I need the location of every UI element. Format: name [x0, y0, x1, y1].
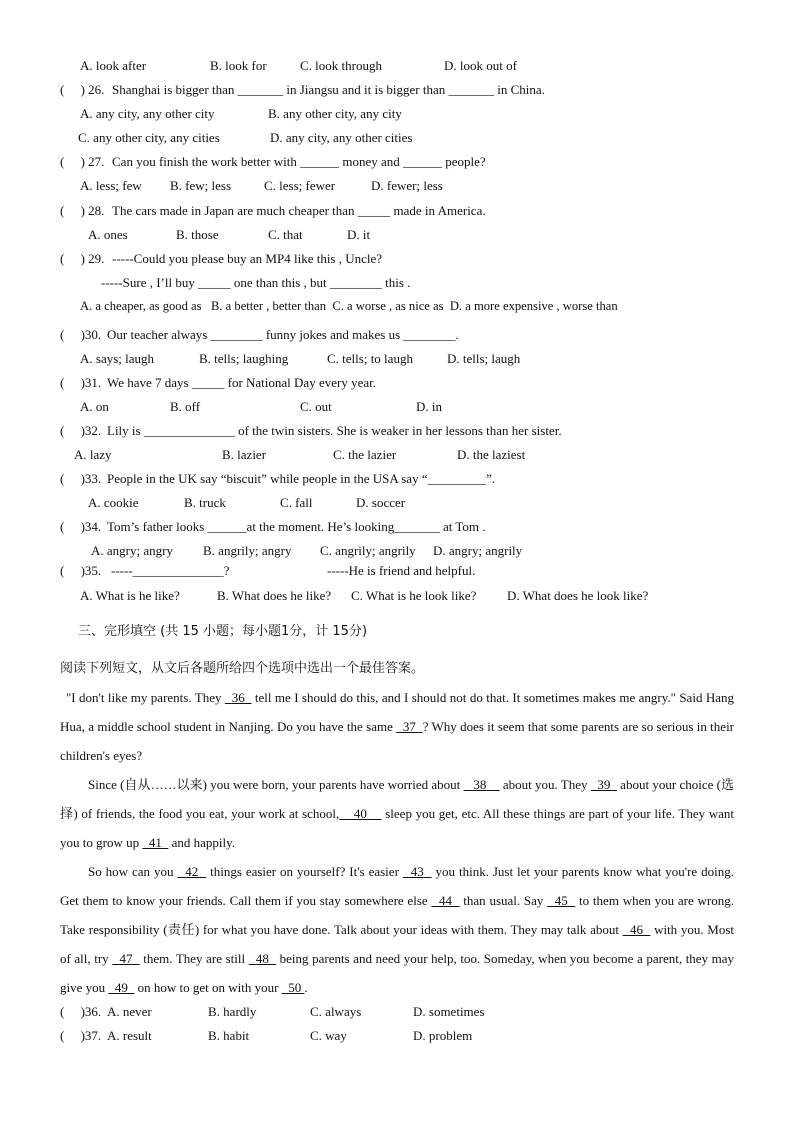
question-text: -----______________?: [111, 563, 230, 578]
question-number: ( )30.: [60, 327, 102, 342]
option-a: A. angry; angry: [91, 543, 173, 558]
question-number: ( )35.: [60, 563, 102, 578]
question-number: ( ) 29.: [60, 251, 105, 266]
option-a: A. look after: [80, 58, 147, 73]
blank-39: 39: [597, 777, 611, 792]
option-b: B. off: [170, 399, 201, 414]
option-d: D. angry; angrily: [433, 543, 523, 558]
question-text: We have 7 days _____ for National Day every year.: [107, 375, 376, 390]
blank-46: 46: [630, 922, 644, 937]
question-number: ( )34.: [60, 519, 102, 534]
option-a: A. less; few: [80, 178, 142, 193]
option-d: D. What does he look like?: [507, 588, 649, 603]
question-text-reply: -----Sure , I’ll buy _____ one than this , but ________ this .: [101, 275, 411, 290]
blank-50: 50: [288, 980, 302, 995]
blank-36: 36: [231, 690, 245, 705]
section-title: 三、完形填空 (共 15 小题；每小题1分，计 15分): [78, 624, 368, 639]
option-c: C. What is he look like?: [351, 588, 477, 603]
blank-45: 45: [554, 893, 568, 908]
question-number: ( )32.: [60, 423, 102, 438]
option-c: C. the lazier: [333, 447, 397, 462]
answer-line: -----He is friend and helpful.: [327, 563, 476, 578]
option-d: D. in: [416, 399, 442, 414]
option-c: C. always: [310, 1004, 362, 1019]
question-number: ( )36.: [60, 1004, 102, 1019]
question-number: ( ) 27.: [60, 154, 105, 169]
option-a: A. never: [107, 1004, 152, 1019]
option-c: C. look through: [300, 58, 382, 73]
question-text: Can you finish the work better with ______ money and ______ people?: [112, 154, 486, 169]
options: A. a cheaper, as good as B. a better , better than C. a worse , as nice as D. a more expensive , worse than: [80, 299, 618, 313]
question-number: ( )37.: [60, 1028, 102, 1043]
blank-43: 43: [410, 864, 424, 879]
option-b: B. look for: [210, 58, 267, 73]
option-d: D. problem: [413, 1028, 473, 1043]
option-a: A. ones: [88, 227, 128, 242]
option-b: B. hardly: [208, 1004, 257, 1019]
question-number: ( )31.: [60, 375, 102, 390]
option-b: B. angrily; angry: [203, 543, 292, 558]
option-c: C. angrily; angrily: [320, 543, 416, 558]
question-number: ( ) 26.: [60, 82, 105, 97]
question-number: ( ) 28.: [60, 203, 105, 218]
passage-paragraph-3: So how can you 42 things easier on yourself? It's easier 43 you think. Just let your parents know what you're doing. Get them to know your friends. Call them if you stay somewhere else 44 than usual. Say 45 to them when you are wrong. Take responsibility (责任) for what you have done. Talk about your ideas with them. They may talk about 46 with you. Most of all, try 47 them. They are still 48 being parents and need your help, too. Someday, when you become a parent, they may give you 49 on how to get on with your 50 .: [60, 864, 735, 995]
blank-41: 41: [148, 835, 162, 850]
option-c: C. less; fewer: [264, 178, 336, 193]
option-d: D. look out of: [444, 58, 517, 73]
option-b: B. few; less: [170, 178, 232, 193]
section-instruction: 阅读下列短文，从文后各题所给四个选项中选出一个最佳答案。: [60, 661, 425, 676]
blank-44: 44: [438, 893, 452, 908]
option-d: D. fewer; less: [371, 178, 443, 193]
blank-47: 47: [119, 951, 133, 966]
blank-40: 40: [353, 806, 367, 821]
option-b: B. truck: [184, 495, 226, 510]
question-text: Tom’s father looks ______at the moment. He’s looking_______ at Tom .: [107, 519, 486, 534]
option-d: D. soccer: [356, 495, 406, 510]
question-text: -----Could you please buy an MP4 like this , Uncle?: [112, 251, 383, 266]
option-d: D. any city, any other cities: [270, 130, 413, 145]
option-b: B. What does he like?: [217, 588, 332, 603]
passage-paragraph-1: "I don't like my parents. They 36 tell me I should do this, and I should not do that. It sometimes makes me angry." Said Hang Hua, a middle school student in Nanjing. Do you have the same 37 ? Why does it seem that some parents are so serious in their children's eyes?: [60, 690, 735, 763]
blank-38: 38: [473, 777, 487, 792]
option-a: A. What is he like?: [80, 588, 180, 603]
question-text: The cars made in Japan are much cheaper than _____ made in America.: [112, 203, 486, 218]
option-c: C. tells; to laugh: [327, 351, 413, 366]
option-c: C. out: [300, 399, 332, 414]
blank-48: 48: [255, 951, 269, 966]
option-b: B. those: [176, 227, 219, 242]
blank-42: 42: [185, 864, 199, 879]
passage-paragraph-2: Since (自从……以来) you were born, your parents have worried about 38 about you. They 39 about your choice (选择) of friends, the food you eat, your work at school, 40 sleep you get, etc. All these things are part of your life. They want you to grow up 41 and happily.: [60, 777, 735, 850]
option-d: D. it: [347, 227, 371, 242]
option-a: A. on: [80, 399, 109, 414]
question-text: Shanghai is bigger than _______ in Jiangsu and it is bigger than _______ in China.: [112, 82, 545, 97]
option-b: B. lazier: [222, 447, 267, 462]
option-d: D. sometimes: [413, 1004, 485, 1019]
option-a: A. result: [107, 1028, 152, 1043]
question-number: ( )33.: [60, 471, 102, 486]
option-d: D. tells; laugh: [447, 351, 521, 366]
blank-49: 49: [114, 980, 128, 995]
option-b: B. tells; laughing: [199, 351, 289, 366]
option-c: C. any other city, any cities: [78, 130, 220, 145]
question-text: Lily is ______________ of the twin sisters. She is weaker in her lessons than her sister.: [107, 423, 562, 438]
option-c: C. way: [310, 1028, 347, 1043]
option-a: A. lazy: [74, 447, 112, 462]
blank-37: 37: [402, 719, 416, 734]
option-d: D. the laziest: [457, 447, 526, 462]
option-a: A. any city, any other city: [80, 106, 215, 121]
option-b: B. any other city, any city: [268, 106, 402, 121]
question-text: Our teacher always ________ funny jokes and makes us ________.: [107, 327, 459, 342]
option-c: C. that: [268, 227, 303, 242]
question-text: People in the UK say “biscuit” while people in the USA say “_________”.: [107, 471, 496, 486]
option-a: A. says; laugh: [80, 351, 155, 366]
option-a: A. cookie: [88, 495, 139, 510]
option-b: B. habit: [208, 1028, 250, 1043]
option-c: C. fall: [280, 495, 313, 510]
